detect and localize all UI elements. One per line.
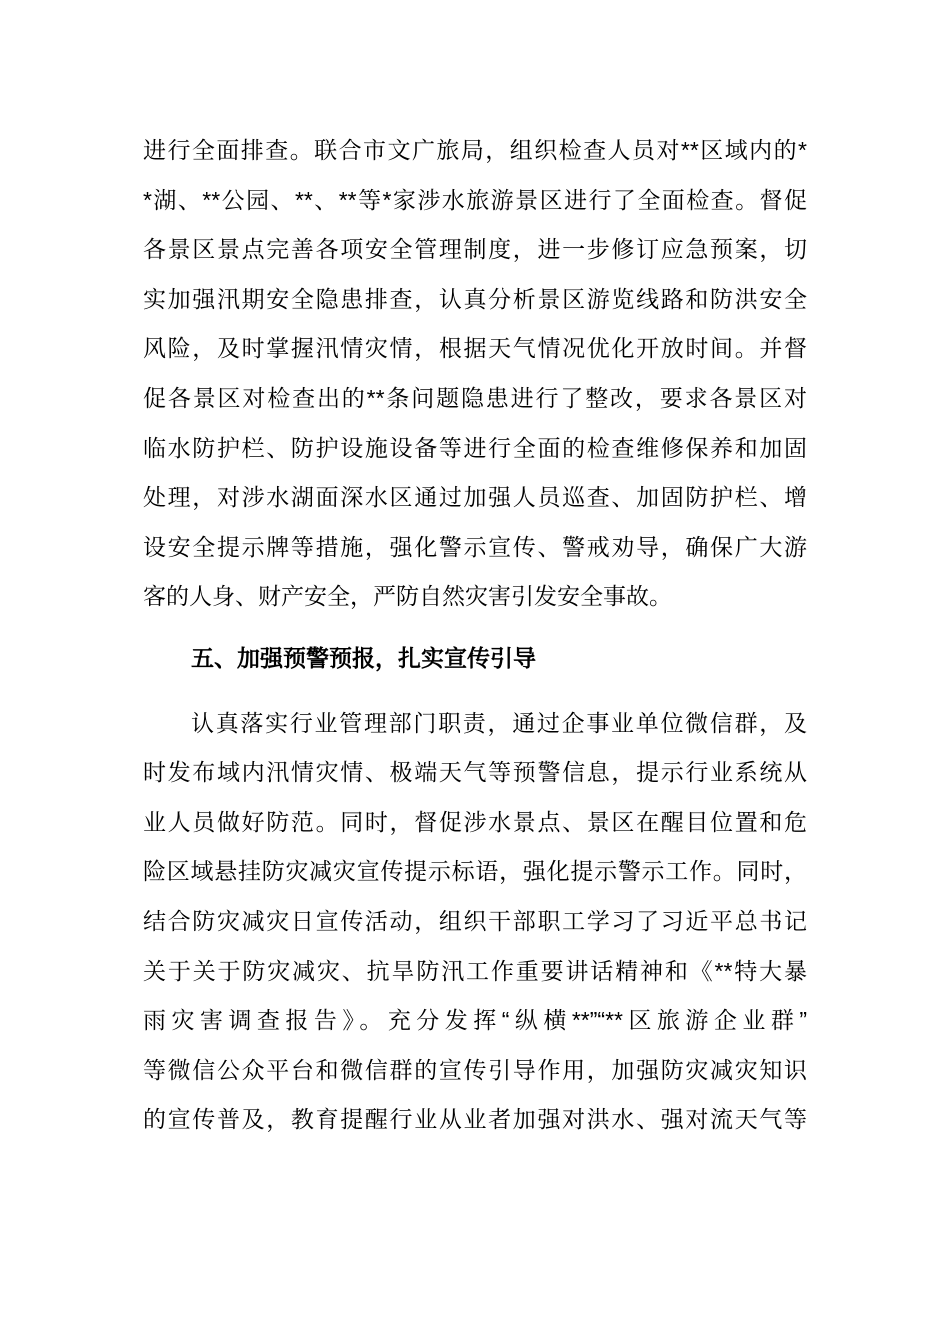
paragraph-section-5: [143, 699, 807, 1145]
text-line: 险区域悬挂防灾减灾宣传提示标语，强化提示警示工作。同时，: [143, 858, 807, 885]
paragraph-continued-from-previous-page: [143, 126, 807, 622]
text-line: 时发布域内汛情灾情、极端天气等预警信息，提示行业系统从: [143, 759, 807, 786]
text-line: 风险，及时掌握汛情灾情，根据天气情况优化开放时间。并督: [143, 335, 807, 362]
text-line: 促各景区对检查出的**条问题隐患进行了整改，要求各景区对: [143, 384, 807, 411]
text-line: 雨灾害调查报告》。充分发挥“纵横**”“**区旅游企业群”: [143, 1007, 807, 1034]
text-line: 处理，对涉水湖面深水区通过加强人员巡查、加固防护栏、增: [143, 484, 807, 511]
text-line: 实加强汛期安全隐患排查，认真分析景区游览线路和防洪安全: [143, 285, 807, 312]
text-line: 进行全面排查。联合市文广旅局，组织检查人员对**区域内的*: [143, 137, 807, 163]
text-line: 设安全提示牌等措施，强化警示宣传、警戒劝导，确保广大游: [143, 533, 807, 560]
text-line: 等微信公众平台和微信群的宣传引导作用，加强防灾减灾知识: [143, 1056, 807, 1083]
text-line: 的宣传普及，教育提醒行业从业者加强对洪水、强对流天气等: [143, 1106, 807, 1133]
text-line: 客的人身、财产安全，严防自然灾害引发安全事故。: [143, 583, 672, 610]
text-line: 关于关于防灾减灾、抗旱防汛工作重要讲话精神和《**特大暴: [143, 957, 807, 984]
section-heading-5: 五、加强预警预报，扎实宣传引导: [191, 644, 536, 671]
text-line: 结合防灾减灾日宣传活动，组织干部职工学习了习近平总书记: [143, 907, 807, 934]
text-line: 临水防护栏、防护设施设备等进行全面的检查维修保养和加固: [143, 434, 807, 461]
text-line: *湖、**公园、**、**等*家涉水旅游景区进行了全面检查。督促: [143, 186, 807, 213]
text-line: 认真落实行业管理部门职责，通过企事业单位微信群，及: [191, 709, 807, 736]
text-line: 业人员做好防范。同时，督促涉水景点、景区在醒目位置和危: [143, 808, 807, 835]
text-line: 各景区景点完善各项安全管理制度，进一步修订应急预案，切: [143, 236, 807, 263]
